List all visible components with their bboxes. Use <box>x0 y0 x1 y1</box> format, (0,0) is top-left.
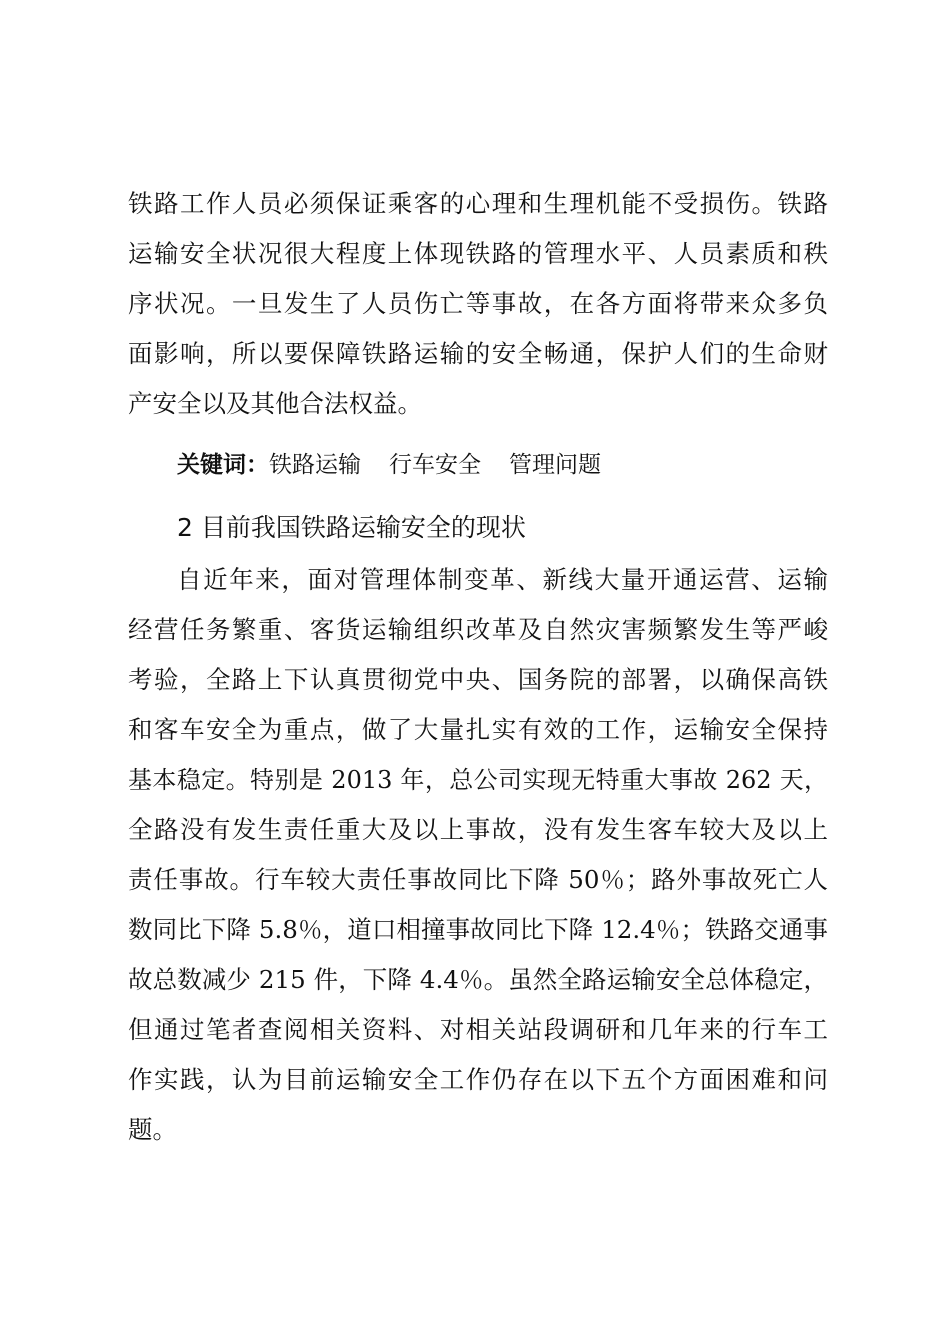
body-line: 责任事故。行车较大责任事故同比下降 50％；路外事故死亡人 <box>128 865 828 894</box>
keywords-label: 关键词： <box>177 452 269 478</box>
body-line: 作实践，认为目前运输安全工作仍存在以下五个方面困难和问 <box>128 1065 828 1094</box>
abstract-line: 序状况。一旦发生了人员伤亡等事故，在各方面将带来众多负 <box>128 289 828 318</box>
keyword-item: 行车安全 <box>389 452 481 478</box>
body-line: 基本稳定。特别是 2013 年，总公司实现无特重大事故 262 天， <box>128 766 828 794</box>
body-line: 考验，全路上下认真贯彻党中央、国务院的部署，以确保高铁 <box>128 665 828 694</box>
abstract-line: 产安全以及其他合法权益。 <box>128 389 422 418</box>
body-line: 自近年来，面对管理体制变革、新线大量开通运营、运输 <box>177 565 828 594</box>
section-heading: 2 目前我国铁路运输安全的现状 <box>177 513 526 542</box>
body-line: 故总数减少 215 件，下降 4.4％。虽然全路运输安全总体稳定， <box>128 965 828 994</box>
abstract-line: 面影响，所以要保障铁路运输的安全畅通，保护人们的生命财 <box>128 339 828 368</box>
body-line: 数同比下降 5.8％，道口相撞事故同比下降 12.4％；铁路交通事 <box>128 915 828 944</box>
body-line: 但通过笔者查阅相关资料、对相关站段调研和几年来的行车工 <box>128 1015 828 1044</box>
keyword-item: 铁路运输 <box>269 452 361 478</box>
keywords-line <box>177 447 629 483</box>
body-line: 题。 <box>128 1115 177 1144</box>
keyword-item: 管理问题 <box>509 452 601 478</box>
body-line: 经营任务繁重、客货运输组织改革及自然灾害频繁发生等严峻 <box>128 615 828 644</box>
abstract-line: 运输安全状况很大程度上体现铁路的管理水平、人员素质和秩 <box>128 239 828 268</box>
body-line: 全路没有发生责任重大及以上事故，没有发生客车较大及以上 <box>128 815 828 844</box>
body-line: 和客车安全为重点，做了大量扎实有效的工作，运输安全保持 <box>128 715 828 744</box>
abstract-line: 铁路工作人员必须保证乘客的心理和生理机能不受损伤。铁路 <box>128 189 828 218</box>
